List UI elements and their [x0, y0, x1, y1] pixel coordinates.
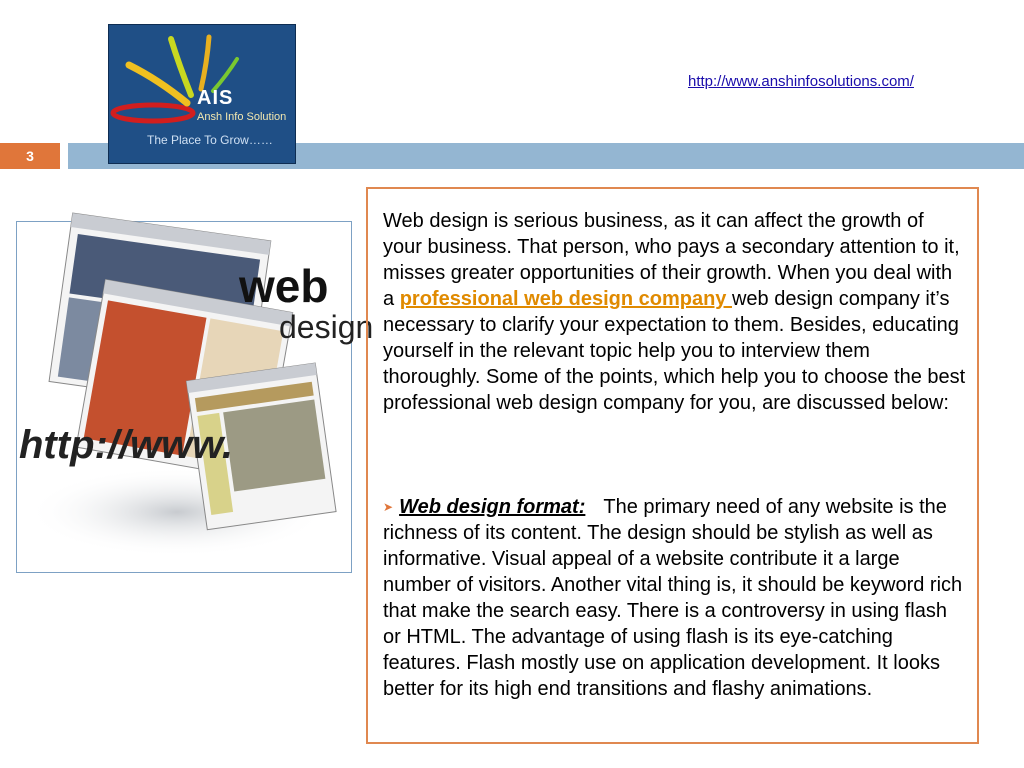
bullet-title: Web design format:: [399, 496, 586, 518]
slide-number: 3: [26, 148, 34, 164]
logo-company-name: Ansh Info Solution: [197, 111, 287, 123]
bullet-text: The primary need of any website is the richness of its content. The design should be stylish as well as informative. Visual appeal of a website contribute it a large number of visitors. Another vital thing is, it should be keyword rich that make the search easy. There is a controversy in using flash or HTML. The advantage of using flash is its eye-catching features. Flash mostly use on application development. It looks better for its high end transitions and flashy animations.: [383, 496, 963, 700]
intro-text-after-link: web design company it’s necessary to clarify your expectation to them. Besides, educating yourself in the relevant topic help you to interview them thoroughly. Some of the points, which help you to choose the best professional web design company for you, are discussed below:: [383, 288, 966, 414]
website-url-link[interactable]: http://www.anshinfosolutions.com/: [688, 73, 914, 90]
logo-abbreviation: AIS: [197, 87, 234, 109]
bullet-web-design-format: [383, 494, 968, 702]
professional-web-design-link[interactable]: professional web design company: [399, 288, 732, 310]
browser-windows-image: [17, 222, 374, 572]
illustration-word-design: design: [279, 309, 374, 345]
intro-paragraph: [383, 208, 968, 416]
illustration-word-web: web: [239, 260, 329, 312]
company-logo: [108, 24, 296, 164]
logo-tagline: The Place To Grow……: [147, 133, 273, 147]
illustration-protocol-text: http://www.: [19, 423, 234, 467]
web-design-illustration: [16, 221, 374, 573]
bullet-arrow-icon: ➤: [383, 500, 394, 514]
intro-text-before-link: Web design is serious business, as it can affect the growth of your business. That person, who pays a secondary attention to it, misses greater opportunities of their growth. When you deal with a: [383, 210, 960, 310]
